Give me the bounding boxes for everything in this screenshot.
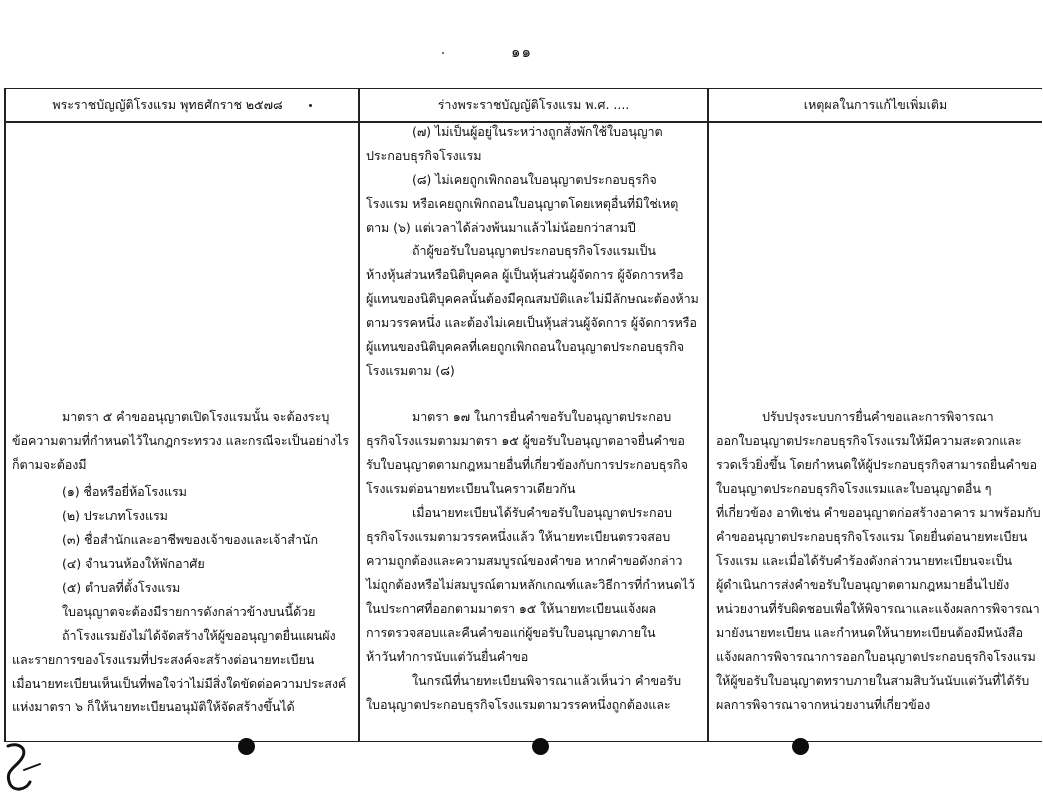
col2-line: ห้างหุ้นส่วนหรือนิติบุคคล ผู้เป็นหุ้นส่วนผู้จัดการ ผู้จัดการหรือ	[366, 267, 684, 282]
column-divider-2	[707, 88, 709, 742]
col2-line: ธุรกิจโรงแรมตามมาตรา ๑๕ ผู้ขอรับใบอนุญาตอาจยื่นคำขอ	[366, 433, 685, 448]
col3-line: หน่วยงานที่รับผิดชอบเพื่อให้พิจารณาและแจ้งผลการพิจารณา	[716, 601, 1040, 616]
col2-line: โรงแรมต่อนายทะเบียนในคราวเดียวกัน	[366, 481, 576, 496]
col3-line: คำขออนุญาตประกอบธุรกิจโรงแรม โดยยื่นต่อนายทะเบียน	[716, 529, 1028, 544]
handwritten-mark-icon	[0, 740, 44, 798]
col2-line: โรงแรมตาม (๘)	[366, 363, 455, 378]
col2-line: ประกอบธุรกิจโรงแรม	[366, 148, 482, 163]
col1-line: (๒) ประเภทโรงแรม	[62, 508, 168, 523]
col1-line: (๑) ชื่อหรือยี่ห้อโรงแรม	[62, 484, 187, 499]
header-rationale: เหตุผลในการแก้ไขเพิ่มเติม	[803, 97, 948, 112]
col3-line: ที่เกี่ยวข้อง อาทิเช่น คำขออนุญาตก่อสร้างอาคาร มาพร้อมกับ	[716, 505, 1041, 520]
col1-line: และรายการของโรงแรมที่ประสงค์จะสร้างต่อนายทะเบียน	[12, 652, 315, 667]
col1-line: (๓) ชื่อสำนักและอาชีพของเจ้าของและเจ้าสำนัก	[62, 532, 318, 547]
col2-line: ห้าวันทำการนับแต่วันยื่นคำขอ	[366, 649, 529, 664]
header-dot	[309, 104, 312, 107]
col2-line: ถ้าผู้ขอรับใบอนุญาตประกอบธุรกิจโรงแรมเป็น	[412, 243, 656, 258]
table-border-left	[4, 88, 6, 742]
col1-line: ถ้าโรงแรมยังไม่ได้จัดสร้างให้ผู้ขออนุญาตยื่นแผนผัง	[62, 628, 336, 643]
col2-line: (๗) ไม่เป็นผู้อยู่ในระหว่างถูกสั่งพักใช้ใบอนุญาต	[412, 124, 663, 139]
page-number: ๑๑	[510, 43, 533, 61]
col2-line: มาตรา ๑๗ ในการยื่นคำขอรับใบอนุญาตประกอบ	[412, 409, 672, 424]
col2-line: รับใบอนุญาตตามกฎหมายอื่นที่เกี่ยวข้องกับการประกอบธุรกิจ	[366, 457, 688, 472]
col1-line: ใบอนุญาตจะต้องมีรายการดังกล่าวข้างบนนี้ด้วย	[62, 604, 316, 619]
col2-line: ผู้แทนของนิติบุคคลนั้นต้องมีคุณสมบัติและไม่มีลักษณะต้องห้าม	[366, 291, 699, 306]
header-original-act	[6, 92, 358, 118]
col1-line: ก็ตามจะต้องมี	[12, 457, 87, 472]
col3-line: มายังนายทะเบียน และกำหนดให้นายทะเบียนต้องมีหนังสือ	[716, 625, 1023, 640]
col3-line: ใบอนุญาตประกอบธุรกิจโรงแรมและใบอนุญาตอื่น ๆ	[716, 481, 992, 496]
col2-line: ตาม (๖) แต่เวลาได้ล่วงพ้นมาแล้วไม่น้อยกว่าสามปี	[366, 220, 636, 235]
col2-line: ผู้แทนของนิติบุคคลที่เคยถูกเพิกถอนใบอนุญาตประกอบธุรกิจ	[366, 339, 685, 354]
col3-line: โรงแรม และเมื่อได้รับคำร้องดังกล่าวนายทะเบียนจะเป็น	[716, 553, 1013, 568]
binder-hole	[532, 738, 549, 755]
col1-line: แห่งมาตรา ๖ ก็ให้นายทะเบียนอนุมัติให้จัดสร้างขึ้นได้	[12, 699, 295, 714]
col3-line: รวดเร็วยิ่งขึ้น โดยกำหนดให้ผู้ประกอบธุรกิจสามารถยื่นคำขอ	[716, 457, 1037, 472]
col1-line: มาตรา ๕ คำขออนุญาตเปิดโรงแรมนั้น จะต้องระบุ	[62, 409, 330, 424]
col2-line: ในประกาศที่ออกตามมาตรา ๑๕ ให้นายทะเบียนแจ้งผล	[366, 601, 657, 616]
col2-line: การตรวจสอบและคืนคำขอแก่ผู้ขอรับใบอนุญาตภายใน	[366, 625, 656, 640]
col1-line: (๕) ตำบลที่ตั้งโรงแรม	[62, 580, 181, 595]
col2-line: ตามวรรคหนึ่ง และต้องไม่เคยเป็นหุ้นส่วนผู้จัดการ ผู้จัดการหรือ	[366, 315, 697, 330]
col2-line: โรงแรม หรือเคยถูกเพิกถอนใบอนุญาตโดยเหตุอื่นที่มิใช่เหตุ	[366, 196, 679, 211]
col3-line: ผลการพิจารณาจากหน่วยงานที่เกี่ยวข้อง	[716, 697, 931, 712]
scan-speck	[442, 52, 444, 54]
col1-line: (๔) จำนวนห้องให้พักอาศัย	[62, 556, 205, 571]
col3-line: ออกใบอนุญาตประกอบธุรกิจโรงแรมให้มีความสะดวกและ	[716, 433, 1022, 448]
col3-line: แจ้งผลการพิจารณาการออกใบอนุญาตประกอบธุรกิจโรงแรม	[716, 649, 1036, 664]
col1-line: ข้อความตามที่กำหนดไว้ในกฎกระทรวง และกรณีจะเป็นอย่างไร	[12, 433, 349, 448]
col2-line: ความถูกต้องและความสมบูรณ์ของคำขอ หากคำขอดังกล่าว	[366, 553, 683, 568]
col2-line: ในกรณีที่นายทะเบียนพิจารณาแล้วเห็นว่า คำขอรับ	[412, 673, 682, 688]
col3-line: ปรับปรุงระบบการยื่นคำขอและการพิจารณา	[762, 409, 994, 424]
col2-line: ไม่ถูกต้องหรือไม่สมบูรณ์ตามหลักเกณฑ์และวิธีการที่กำหนดไว้	[366, 577, 695, 592]
binder-hole	[792, 738, 809, 755]
col1-line: เมื่อนายทะเบียนเห็นเป็นที่พอใจว่าไม่มีสิ่งใดขัดต่อความประสงค์	[12, 676, 347, 691]
col3-line: ผู้ดำเนินการส่งคำขอรับใบอนุญาตตามกฎหมายอื่นไปยัง	[716, 577, 1010, 592]
binder-hole	[238, 738, 255, 755]
col2-line: ใบอนุญาตประกอบธุรกิจโรงแรมตามวรรคหนึ่งถูกต้องและ	[366, 697, 671, 712]
header-draft-act: ร่างพระราชบัญญัติโรงแรม พ.ศ. ....	[437, 97, 630, 112]
col2-line: เมื่อนายทะเบียนได้รับคำขอรับใบอนุญาตประกอบ	[412, 505, 672, 520]
column-divider-1	[358, 88, 360, 742]
header-divider	[4, 121, 1042, 123]
col2-line: (๘) ไม่เคยถูกเพิกถอนใบอนุญาตประกอบธุรกิจ	[412, 172, 657, 187]
col3-line: ให้ผู้ขอรับใบอนุญาตทราบภายในสามสิบวันนับแต่วันที่ได้รับ	[716, 673, 1030, 688]
col2-line: ธุรกิจโรงแรมตามวรรคหนึ่งแล้ว ให้นายทะเบียนตรวจสอบ	[366, 529, 671, 544]
header-original-act-label: พระราชบัญญัติโรงแรม พุทธศักราช ๒๕๗๘	[52, 97, 283, 112]
